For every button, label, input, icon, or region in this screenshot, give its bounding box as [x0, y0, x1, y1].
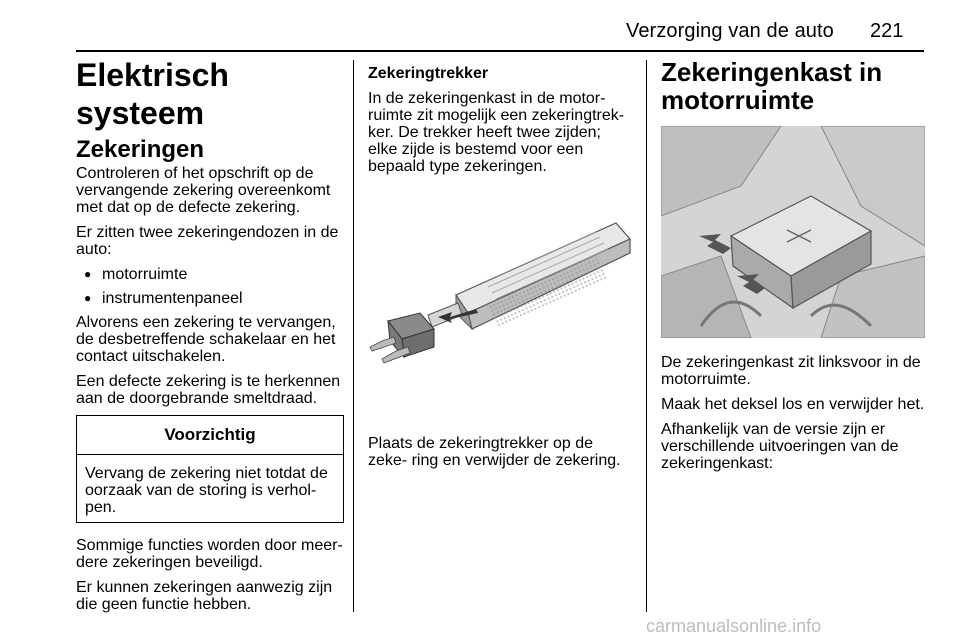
caution-text: Vervang de zekering niet totdat de oorzaak van de storing is verhol- pen. [85, 465, 328, 516]
subsection-title: Zekeringen [76, 136, 205, 163]
paragraph: De zekeringenkast zit linksvoor in de motorruimte. [661, 354, 921, 388]
paragraph: Er zitten twee zekeringendozen in de auto: [76, 224, 339, 258]
caution-box [76, 415, 344, 523]
column-1 [76, 56, 344, 621]
column-divider-1 [353, 60, 354, 612]
subsection-title: Zekeringenkast in motorruimte [661, 57, 883, 115]
section-title: Elektrisch systeem [76, 57, 229, 131]
header-rule [76, 50, 924, 52]
column-2 [368, 56, 632, 477]
list-item: ● motorruimte [76, 266, 344, 283]
paragraph: Controleren of het opschrift op de vervangende zekering overeenkomt met dat op de defecte zekering. [76, 165, 331, 216]
header-title: Verzorging van de auto [626, 20, 834, 42]
engine-bay-fusebox-illustration [661, 126, 925, 338]
page-number: 221 [870, 20, 904, 42]
list-item: ● instrumentenpaneel [76, 290, 344, 307]
paragraph: Afhankelijk van de versie zijn er verschillende uitvoeringen van de zekeringenkast: [661, 421, 899, 472]
watermark: carmanualsonline.info [646, 616, 822, 636]
paragraph: Er kunnen zekeringen aanwezig zijn die geen functie hebben. [76, 579, 333, 613]
column-divider-2 [646, 60, 647, 612]
paragraph: Een defecte zekering is te herkennen aan de doorgebrande smeltdraad. [76, 373, 341, 407]
subsection-title: Zekeringtrekker [368, 65, 489, 82]
fuse-puller-illustration [368, 217, 632, 403]
paragraph: Sommige functies worden door meer- dere zekeringen beveiligd. [76, 537, 343, 571]
paragraph: In de zekeringenkast in de motor- ruimte zit mogelijk een zekeringtrek- ker. De trekker heeft twee zijden; elke zijde is bestemd voor een bepaald type zekeringen. [368, 90, 625, 175]
column-3 [661, 56, 927, 480]
caution-title: Voorzichtig [77, 416, 343, 455]
bullet-list [76, 266, 344, 307]
paragraph: Maak het deksel los en verwijder het. [661, 396, 925, 413]
paragraph: Plaats de zekeringtrekker op de zeke- ring en verwijder de zekering. [368, 435, 621, 469]
paragraph: Alvorens een zekering te vervangen, de desbetreffende schakelaar en het contact uitschakelen. [76, 314, 336, 365]
